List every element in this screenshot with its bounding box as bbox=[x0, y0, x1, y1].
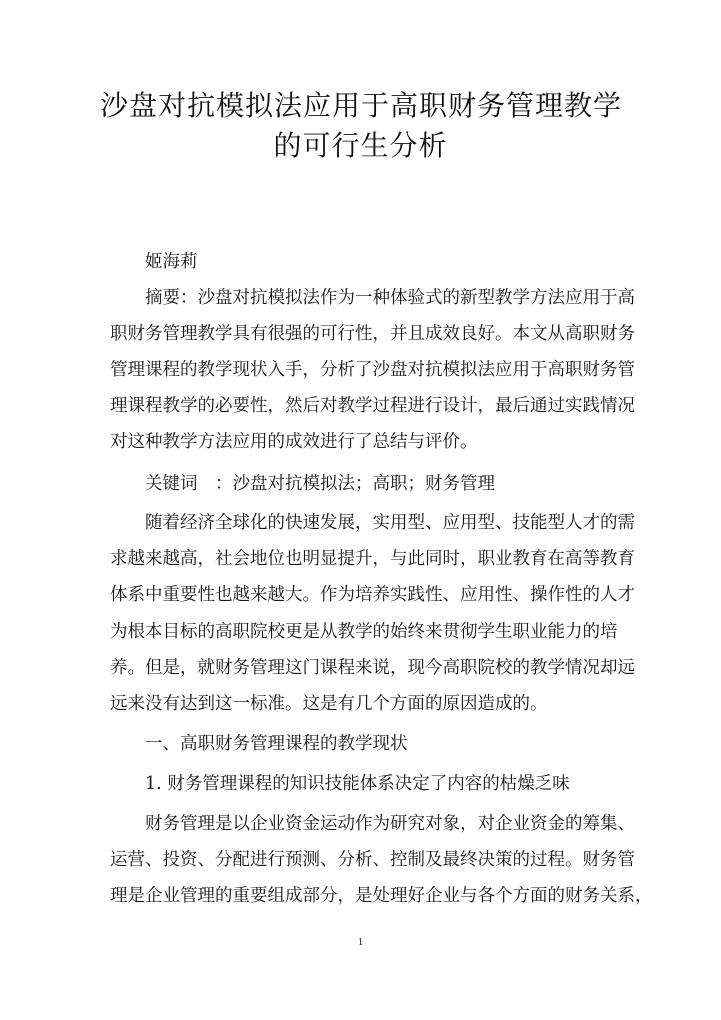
paragraph-line: 为根本目标的高职院校更是从教学的始终来贯彻学生职业能力的培 bbox=[110, 622, 618, 642]
author-name: 姬海莉 bbox=[145, 252, 198, 272]
abstract-line: 职财务管理教学具有很强的可行性，并且成效良好。本文从高职财务 bbox=[110, 324, 635, 344]
document-title-line-2: 的可行生分析 bbox=[273, 129, 448, 162]
keywords-line: 关键词 ：沙盘对抗模拟法；高职；财务管理 bbox=[145, 474, 495, 494]
subsection-heading: 1. 财务管理课程的知识技能体系决定了内容的枯燥乏味 bbox=[145, 774, 570, 794]
page-number: 1 bbox=[357, 936, 364, 948]
abstract-line: 理课程教学的必要性，然后对教学过程进行设计，最后通过实践情况 bbox=[110, 396, 635, 416]
paragraph-line: 财务管理是以企业资金运动作为研究对象，对企业资金的筹集、 bbox=[145, 814, 635, 834]
paragraph-line: 理是企业管理的重要组成部分，是处理好企业与各个方面的财务关系， bbox=[110, 886, 653, 906]
paragraph-line: 远来没有达到这一标准。这是有几个方面的原因造成的。 bbox=[110, 694, 548, 714]
paragraph-line: 求越来越高，社会地位也明显提升，与此同时，职业教育在高等教育 bbox=[110, 549, 635, 569]
abstract-line: 管理课程的教学现状入手，分析了沙盘对抗模拟法应用于高职财务管 bbox=[110, 360, 635, 380]
paragraph-line: 随着经济全球化的快速发展，实用型、应用型、技能型人才的需 bbox=[145, 513, 635, 533]
paragraph-line: 体系中重要性也越来越大。作为培养实践性、应用性、操作性的人才 bbox=[110, 585, 635, 605]
abstract-line: 对这种教学方法应用的成效进行了总结与评价。 bbox=[110, 432, 478, 452]
section-heading: 一、高职财务管理课程的教学现状 bbox=[145, 734, 408, 754]
abstract-line: 摘要：沙盘对抗模拟法作为一种体验式的新型教学方法应用于高 bbox=[145, 288, 635, 308]
document-title-line-1: 沙盘对抗模拟法应用于高职财务管理教学 bbox=[100, 89, 623, 122]
paragraph-line: 养。但是，就财务管理这门课程来说，现今高职院校的教学情况却远 bbox=[110, 658, 635, 678]
paragraph-line: 运营、投资、分配进行预测、分析、控制及最终决策的过程。财务管 bbox=[110, 850, 635, 870]
